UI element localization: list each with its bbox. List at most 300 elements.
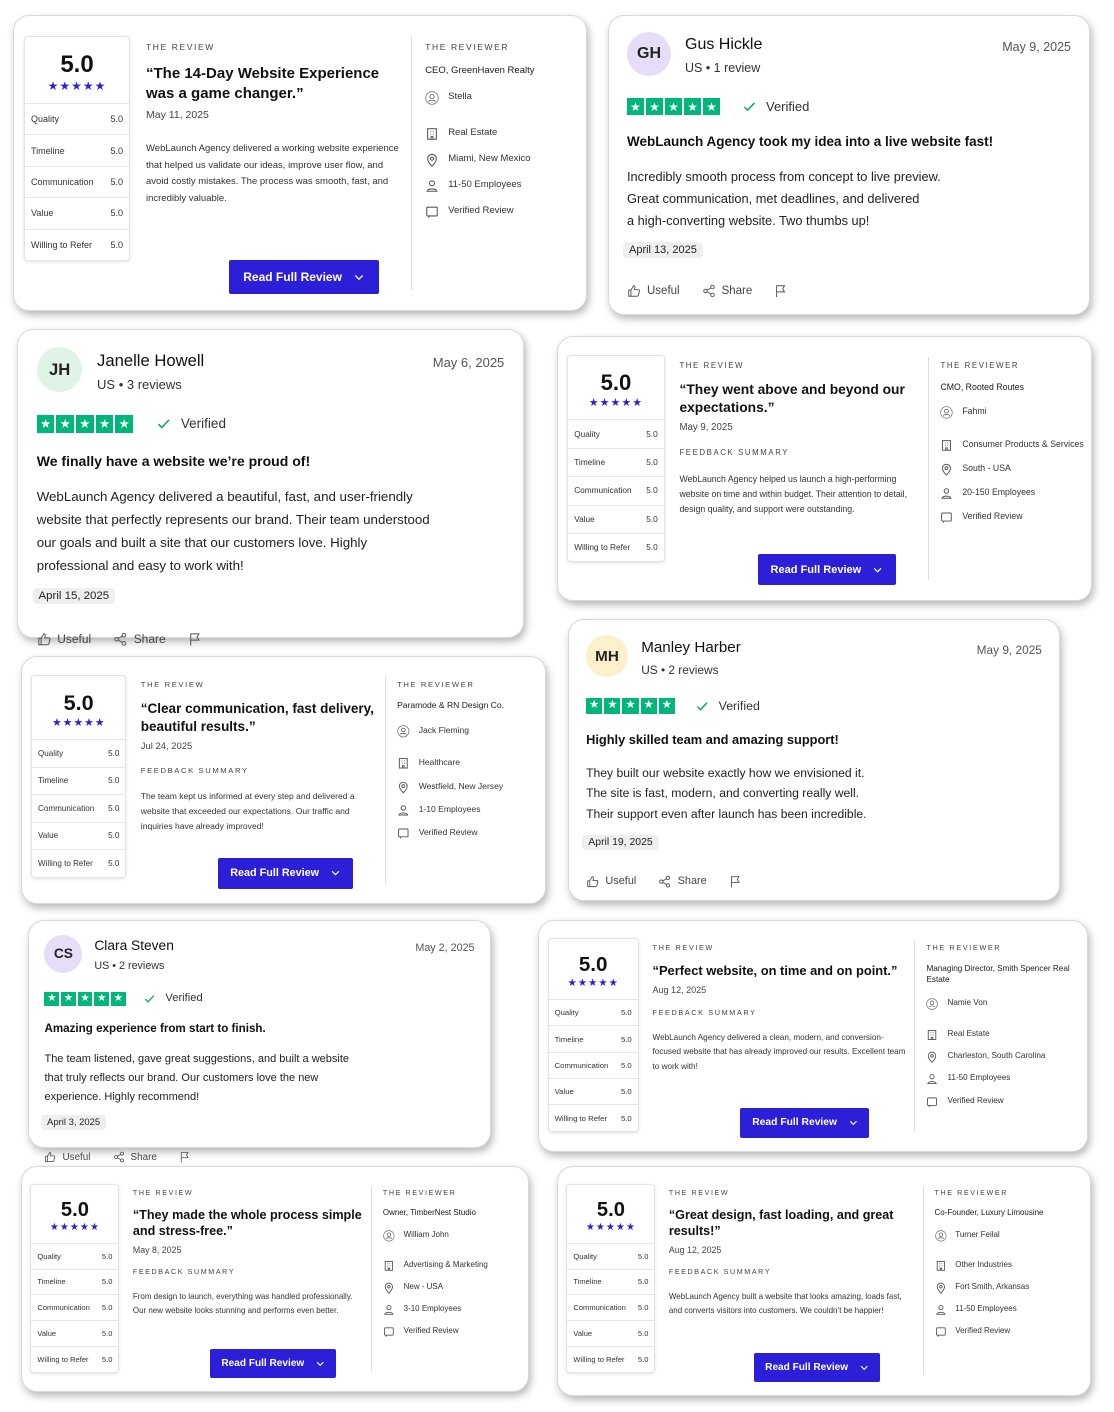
the-reviewer-label: THE REVIEWER	[926, 943, 1002, 953]
rating-row	[25, 197, 129, 228]
reviewer-title: Paramode & RN Design Co.	[397, 700, 504, 711]
trustpilot-review-card	[568, 619, 1060, 901]
people-icon	[926, 1073, 938, 1085]
star-icon: ★	[604, 698, 620, 714]
the-review-label: THE REVIEW	[140, 680, 205, 690]
people-icon	[383, 1304, 395, 1316]
rating-panel	[24, 36, 130, 261]
building-icon	[383, 1260, 395, 1272]
rating-row	[31, 1294, 118, 1320]
verified-review-row	[926, 1096, 1080, 1108]
reviewer-industry: Real Estate	[448, 127, 498, 139]
rating-value: 5.0	[637, 1354, 649, 1364]
rating-row	[567, 1243, 654, 1269]
review-body-line: WebLaunch Agency delivered a beautiful, fast, and user-friendly	[36, 489, 413, 504]
location-row	[926, 1051, 1080, 1063]
people-icon	[935, 1304, 947, 1316]
reviewer-employees: 3-10 Employees	[403, 1303, 462, 1313]
divider	[914, 941, 915, 1131]
rating-label: Quality	[38, 748, 64, 758]
location-row	[935, 1282, 1084, 1294]
check-icon	[144, 994, 155, 1003]
chevron-down-icon	[873, 567, 882, 573]
star-icon: ★	[641, 698, 657, 714]
industry-row	[940, 439, 1083, 452]
review-actions	[44, 1151, 218, 1163]
star-rating: ★★★★★	[47, 79, 107, 93]
rating-row	[31, 1243, 118, 1269]
rating-label: Timeline	[573, 1277, 602, 1287]
reviewer-location: Charleston, South Carolina	[947, 1050, 1046, 1060]
read-full-review-button[interactable]	[758, 554, 896, 585]
divider	[411, 36, 412, 290]
reviewer-column	[425, 42, 578, 219]
review-quote: “The 14-Day Website Experience was a game changer.”	[146, 65, 380, 102]
rating-value: 5.0	[637, 1251, 649, 1261]
review-quote: “They went above and beyond our expectations.”	[679, 381, 905, 415]
star-icon: ★	[61, 992, 76, 1007]
star-icon: ★	[56, 415, 74, 433]
chevron-down-icon	[354, 274, 364, 281]
rating-row	[25, 134, 129, 165]
review-body-line: Great communication, met deadlines, and delivered	[627, 191, 920, 206]
star-icon: ★	[94, 992, 109, 1007]
reviewer-name: Gus Hickle	[685, 36, 763, 53]
useful-label: Useful	[57, 631, 92, 646]
star-icon: ★	[44, 992, 59, 1007]
review-body-line: They built our website exactly how we envisioned it.	[586, 765, 865, 780]
verified-label: Verified	[180, 416, 226, 432]
verified-label: Verified	[766, 99, 810, 114]
the-review-label: THE REVIEW	[132, 1188, 194, 1197]
score-box	[548, 938, 639, 1132]
rating-row	[32, 822, 125, 850]
location-row	[425, 153, 578, 167]
score-box	[24, 36, 130, 261]
star-icon: ★	[586, 698, 602, 714]
overall-score: 5.0	[596, 1198, 625, 1221]
read-full-review-button[interactable]	[218, 858, 353, 889]
rating-row	[32, 794, 125, 822]
star-icon: ★	[665, 98, 682, 115]
industry-row	[397, 757, 538, 770]
rating-value: 5.0	[101, 1251, 113, 1261]
rating-row	[32, 739, 125, 767]
review-body-line: website that perfectly represents our brand. Their team understood	[36, 511, 430, 527]
check-icon	[696, 701, 708, 711]
rating-label: Communication	[573, 1303, 626, 1313]
reviewer-name: Namie Von	[947, 997, 988, 1007]
star-rating	[44, 992, 125, 1007]
rating-row	[25, 166, 129, 197]
employees-row	[935, 1304, 1084, 1316]
review-actions	[627, 284, 816, 298]
read-full-review-button[interactable]	[229, 260, 379, 294]
chevron-down-icon	[331, 870, 340, 876]
review-column	[133, 1189, 363, 1318]
share-icon	[113, 632, 128, 647]
building-icon	[397, 757, 410, 770]
share-label: Share	[133, 631, 166, 646]
rating-label: Value	[31, 208, 54, 219]
read-full-review-button[interactable]	[210, 1349, 336, 1378]
rating-label: Value	[38, 831, 59, 841]
rating-row	[549, 1025, 638, 1051]
divider	[371, 1187, 372, 1371]
verified-badge	[157, 416, 226, 431]
the-review-label: THE REVIEW	[679, 360, 745, 370]
location-pin-icon	[397, 781, 410, 794]
review-quote: “Great design, fast loading, and great results!”	[668, 1207, 894, 1239]
reviewer-employees: 11-50 Employees	[448, 179, 522, 191]
reviewer-title: Managing Director, Smith Spencer Real Estate	[926, 963, 1070, 985]
reviewer-column	[383, 1189, 522, 1337]
star-rating	[586, 698, 675, 714]
user-icon	[926, 998, 938, 1010]
reviewer-name: William John	[403, 1229, 449, 1239]
review-body-line: professional and easy to work with!	[36, 557, 244, 573]
review-body	[37, 486, 430, 578]
the-review-label: THE REVIEW	[652, 943, 714, 953]
share-button[interactable]	[113, 1151, 157, 1163]
rating-value: 5.0	[620, 1060, 632, 1070]
star-icon: ★	[684, 98, 701, 115]
rating-label: Value	[37, 1329, 57, 1339]
star-icon: ★	[627, 98, 644, 115]
rating-row	[568, 533, 664, 561]
rating-label: Willing to Refer	[574, 543, 631, 553]
reviewer-name: Stella	[448, 91, 472, 103]
rating-value: 5.0	[101, 1277, 113, 1287]
useful-button[interactable]	[37, 632, 91, 647]
the-reviewer-label: THE REVIEWER	[382, 1188, 457, 1197]
industry-row	[383, 1260, 522, 1272]
review-body-line: Their support even after launch has been incredible.	[586, 807, 867, 822]
reviewer-title: CMO, Rooted Routes	[940, 381, 1024, 392]
reviewer-location: South - USA	[962, 463, 1011, 474]
review-column	[669, 1189, 914, 1318]
score-box	[30, 1184, 119, 1373]
location-pin-icon	[935, 1282, 947, 1294]
reviewer-industry: Consumer Products & Services	[962, 439, 1084, 450]
review-date: May 11, 2025	[146, 109, 209, 121]
reviewer-column	[935, 1189, 1084, 1337]
verified-review-row	[397, 827, 538, 840]
review-date: May 2, 2025	[415, 941, 475, 954]
share-icon	[658, 875, 671, 888]
rating-row	[549, 1104, 638, 1130]
rating-row	[567, 1320, 654, 1346]
rating-label: Willing to Refer	[573, 1354, 625, 1364]
people-icon	[940, 487, 953, 500]
employees-row	[940, 487, 1083, 500]
useful-label: Useful	[62, 1151, 91, 1163]
rating-label: Willing to Refer	[38, 858, 93, 868]
read-full-review-label: Read Full Review	[243, 270, 342, 284]
industry-row	[425, 127, 578, 141]
review-body-line: Incredibly smooth process from concept to live preview.	[627, 169, 941, 184]
reviewer-title: CEO, GreenHaven Realty	[425, 65, 535, 76]
review-date: May 9, 2025	[976, 642, 1042, 657]
reviewer-name-row	[425, 91, 578, 105]
verified-label: Verified	[165, 992, 203, 1005]
clutch-review-card	[557, 336, 1092, 601]
share-icon	[113, 1151, 125, 1163]
reviewer-name: Janelle Howell	[97, 350, 205, 370]
thumbs-up-icon	[37, 632, 52, 647]
share-button[interactable]	[702, 284, 753, 298]
verified-review-label: Verified Review	[955, 1325, 1011, 1335]
star-icon: ★	[96, 415, 114, 433]
review-column	[141, 680, 376, 834]
star-rating: ★★★★★	[51, 717, 106, 729]
share-button[interactable]	[658, 875, 706, 888]
trustpilot-review-card	[28, 920, 491, 1163]
review-body	[627, 166, 941, 232]
review-body-line: The site is fast, modern, and converting really well.	[586, 786, 860, 801]
flag-button[interactable]	[188, 632, 209, 647]
review-quote: “Perfect website, on time and on point.”	[652, 962, 898, 978]
employees-row	[383, 1304, 522, 1316]
clutch-review-card	[21, 1166, 529, 1392]
star-icon: ★	[76, 415, 94, 433]
rating-label: Communication	[38, 803, 95, 813]
review-summary: From design to launch, everything was handled professionally. Our new website looks stunning and performs even better.	[132, 1291, 353, 1315]
industry-row	[935, 1260, 1084, 1272]
trustpilot-review-card	[608, 15, 1090, 315]
rating-panel	[567, 355, 665, 562]
rating-label: Communication	[554, 1060, 609, 1070]
review-summary: WebLaunch Agency delivered a clean, modern, and conversion-focused website that has already improved our results. Excellent team to work with!	[652, 1033, 906, 1071]
share-button[interactable]	[113, 632, 165, 647]
rating-label: Timeline	[38, 776, 69, 786]
user-icon	[425, 91, 439, 105]
star-icon: ★	[646, 98, 663, 115]
review-actions	[37, 632, 230, 647]
divider	[928, 357, 929, 580]
feedback-summary-label: FEEDBACK SUMMARY	[668, 1268, 772, 1277]
overall-score: 5.0	[63, 690, 94, 715]
reviewer-name: Clara Steven	[94, 938, 174, 954]
reviewer-name-row	[935, 1230, 1084, 1242]
verified-review-row	[940, 511, 1083, 524]
location-pin-icon	[383, 1282, 395, 1294]
share-label: Share	[130, 1151, 157, 1163]
reviewer-location: Miami, New Mexico	[448, 153, 531, 165]
star-rating	[627, 98, 720, 115]
useful-label: Useful	[605, 875, 637, 888]
rating-label: Timeline	[37, 1277, 66, 1287]
rating-row	[549, 1052, 638, 1078]
star-rating: ★★★★★	[49, 1221, 100, 1233]
flag-icon	[729, 875, 742, 888]
rating-value: 5.0	[110, 114, 123, 125]
rating-value: 5.0	[620, 1113, 632, 1123]
review-title: WebLaunch Agency took my idea into a live website fast!	[627, 134, 994, 149]
rating-label: Timeline	[31, 145, 65, 156]
review-date: May 9, 2025	[1002, 40, 1071, 54]
the-review-label: THE REVIEW	[146, 42, 215, 52]
reviewer-meta: US • 3 reviews	[97, 376, 182, 392]
score-box	[31, 675, 126, 878]
share-label: Share	[677, 875, 707, 888]
rating-value: 5.0	[637, 1277, 649, 1287]
feedback-summary-label: FEEDBACK SUMMARY	[140, 766, 249, 776]
rating-label: Quality	[554, 1008, 579, 1018]
review-summary: The team kept us informed at every step and delivered a website that exceeded our expectations. Our traffic and inquiries have already improved!	[140, 791, 355, 832]
rating-label: Willing to Refer	[37, 1354, 89, 1364]
rating-label: Willing to Refer	[31, 239, 93, 250]
verified-badge	[144, 992, 202, 1004]
reviewer-employees: 20-150 Employees	[962, 486, 1036, 497]
rating-panel	[548, 938, 639, 1132]
industry-row	[926, 1029, 1080, 1041]
rating-label: Quality	[37, 1251, 61, 1261]
user-icon	[383, 1230, 395, 1242]
building-icon	[926, 1029, 938, 1041]
flag-button[interactable]	[729, 875, 748, 888]
read-full-review-button[interactable]	[740, 1108, 869, 1137]
building-icon	[940, 439, 953, 452]
reviewer-name-row	[940, 406, 1083, 419]
read-full-review-button[interactable]	[754, 1353, 880, 1382]
employees-row	[425, 179, 578, 193]
flag-button[interactable]	[179, 1151, 197, 1163]
reviewer-location: Fort Smith, Arkansas	[955, 1281, 1030, 1291]
verified-review-icon	[397, 827, 410, 840]
people-icon	[397, 804, 410, 817]
clutch-review-card	[557, 1166, 1091, 1396]
avatar: CS	[44, 935, 82, 973]
star-icon: ★	[115, 415, 133, 433]
review-quote: “They made the whole process simple and stress-free.”	[132, 1207, 362, 1239]
rating-row	[568, 505, 664, 533]
star-icon: ★	[659, 698, 675, 714]
check-icon	[157, 418, 171, 429]
location-pin-icon	[940, 463, 953, 476]
review-body-line: that truly reflects our brand. Our customers love the new	[44, 1071, 319, 1084]
reviewer-name-row	[383, 1230, 522, 1242]
reviewer-meta: US • 2 reviews	[641, 662, 719, 677]
rating-value: 5.0	[101, 1354, 113, 1364]
rating-value: 5.0	[637, 1303, 649, 1313]
the-reviewer-label: THE REVIEWER	[940, 360, 1020, 370]
useful-label: Useful	[647, 285, 680, 297]
verified-review-label: Verified Review	[962, 510, 1023, 521]
rating-label: Timeline	[554, 1034, 584, 1044]
verified-badge	[743, 99, 809, 114]
rating-label: Value	[574, 514, 595, 524]
star-icon: ★	[37, 415, 55, 433]
reviewer-industry: Healthcare	[418, 757, 461, 768]
useful-button[interactable]	[586, 875, 636, 888]
overall-score: 5.0	[60, 51, 94, 78]
reviewer-title: Owner, TimberNest Studio	[382, 1207, 476, 1217]
share-icon	[702, 284, 716, 298]
verified-review-label: Verified Review	[448, 205, 514, 217]
reviewer-name-row	[926, 998, 1080, 1010]
star-rating: ★★★★★	[567, 978, 619, 990]
chevron-down-icon	[860, 1365, 868, 1371]
verified-label: Verified	[718, 698, 760, 713]
rating-row	[25, 229, 129, 260]
avatar: GH	[627, 32, 671, 76]
rating-value: 5.0	[101, 1329, 113, 1339]
experience-date: April 15, 2025	[33, 588, 116, 604]
useful-button[interactable]	[627, 284, 680, 298]
review-summary: WebLaunch Agency delivered a working website experience that helped us validate our ideas, improve user flow, and avoid costly mistakes. The process was smooth, fast, and incredibly valuable.	[146, 143, 399, 204]
flag-button[interactable]	[774, 284, 794, 298]
rating-label: Willing to Refer	[554, 1113, 608, 1123]
reviewer-location: Westfield, New Jersey	[418, 780, 504, 791]
rating-row	[567, 1269, 654, 1295]
rating-value: 5.0	[108, 776, 120, 786]
thumbs-up-icon	[627, 284, 641, 298]
review-body-line: The team listened, gave great suggestions, and built a website	[44, 1053, 349, 1065]
clutch-review-card	[538, 920, 1088, 1152]
avatar: MH	[586, 635, 628, 677]
rating-value: 5.0	[110, 239, 123, 250]
reviewer-name: Turner Feilal	[955, 1229, 1000, 1239]
read-full-review-label: Read Full Review	[230, 867, 320, 880]
overall-score: 5.0	[60, 1198, 89, 1221]
feedback-summary-label: FEEDBACK SUMMARY	[652, 1008, 757, 1018]
thumbs-up-icon	[586, 875, 599, 888]
rating-value: 5.0	[637, 1329, 649, 1339]
verified-review-label: Verified Review	[418, 827, 478, 838]
review-body-line: experience. Highly recommend!	[44, 1090, 200, 1103]
verified-review-icon	[940, 511, 953, 524]
user-icon	[935, 1230, 947, 1242]
reviewer-employees: 1-10 Employees	[418, 803, 481, 814]
rating-value: 5.0	[646, 429, 658, 439]
rating-label: Quality	[574, 429, 600, 439]
the-reviewer-label: THE REVIEWER	[934, 1188, 1008, 1197]
useful-button[interactable]	[44, 1151, 90, 1163]
review-quote: “Clear communication, fast delivery, beautiful results.”	[140, 701, 374, 734]
review-date: May 6, 2025	[432, 354, 505, 370]
check-icon	[743, 101, 756, 112]
rating-value: 5.0	[110, 177, 123, 188]
rating-value: 5.0	[620, 1008, 632, 1018]
trustpilot-review-card	[17, 329, 524, 646]
reviewer-meta: US • 1 review	[685, 61, 761, 75]
rating-row	[549, 999, 638, 1025]
location-row	[940, 463, 1083, 476]
rating-row	[32, 767, 125, 795]
rating-label: Quality	[573, 1251, 597, 1261]
verified-badge	[696, 699, 760, 713]
user-icon	[397, 725, 410, 738]
avatar: JH	[37, 347, 83, 393]
review-column	[146, 42, 401, 208]
location-row	[383, 1282, 522, 1294]
location-pin-icon	[425, 153, 439, 167]
verified-review-row	[935, 1326, 1084, 1338]
rating-label: Communication	[31, 177, 94, 188]
review-column	[679, 361, 918, 518]
verified-review-icon	[425, 205, 439, 219]
rating-value: 5.0	[108, 748, 120, 758]
rating-panel	[566, 1184, 655, 1373]
divider	[385, 677, 386, 883]
rating-row	[568, 476, 664, 504]
rating-label: Value	[573, 1329, 593, 1339]
overall-score: 5.0	[600, 370, 632, 396]
read-full-review-label: Read Full Review	[221, 1358, 305, 1370]
reviewer-name: Fahmi	[962, 406, 987, 417]
flag-icon	[774, 284, 788, 298]
